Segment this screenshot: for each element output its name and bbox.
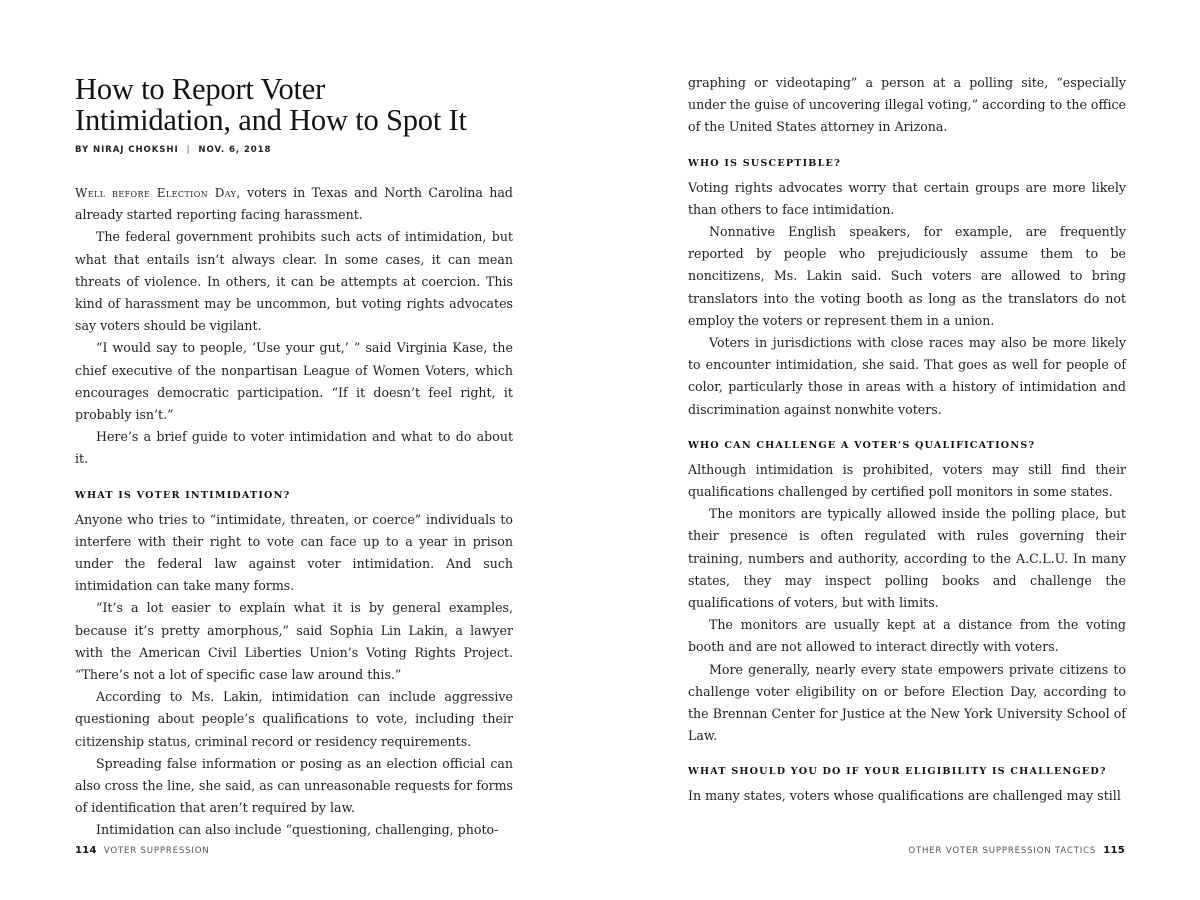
section-heading: WHAT IS VOTER INTIMIDATION? — [75, 489, 291, 501]
paragraph: Although intimidation is prohibited, voters may still find their qualifications challenged by certified poll monitors in some states. — [688, 461, 1126, 500]
paragraph: More generally, nearly every state empowers private citizens to challenge voter eligibility on or before Election Day, according to the Brennan Center for Justice at the New York University School of Law. — [688, 661, 1126, 744]
paragraph: Voters in jurisdictions with close races may also be more likely to encounter intimidation, she said. That goes as well for people of color, particularly those in areas with a history of intimidation and discrimination against nonwhite voters. — [688, 335, 1126, 417]
paragraph — [75, 182, 513, 226]
article-title — [75, 74, 535, 136]
paragraph: According to Ms. Lakin, intimidation can include aggressive questioning about people’s qualifications to vote, including their citizenship status, criminal record or residency requirements. — [75, 689, 513, 749]
paragraph: Nonnative English speakers, for example, are frequently reported by people who prejudiciously assume them to be noncitizens, Ms. Lakin said. Such voters are allowed to bring translators into the voting booth as long as the translators do not employ the voters or represent them in a union. — [688, 224, 1126, 328]
paragraph: The monitors are usually kept at a distance from the voting booth and are not allowed to interact directly with voters. — [688, 617, 1126, 655]
page-number: 115 — [1103, 845, 1125, 856]
paragraph: In many states, voters whose qualifications are challenged may still — [688, 788, 1121, 804]
byline-author: BY NIRAJ CHOKSHI — [75, 145, 179, 155]
byline-date: NOV. 6, 2018 — [198, 145, 272, 155]
byline-separator: | — [186, 145, 191, 155]
paragraph: Voting rights advocates worry that certain groups are more likely than others to face intimidation. — [688, 179, 1126, 217]
paragraph: The federal government prohibits such acts of intimidation, but what that entails isn’t always clear. In some cases, it can mean threats of violence. In others, it can be attempts at coercion. This kind of harassment may be uncommon, but voting rights advocates say voters should be vigilant. — [75, 229, 513, 334]
paragraph: “I would say to people, ‘Use your gut,’ ” said Virginia Kase, the chief executive of the nonpartisan League of Women Voters, which encourages democratic participation. “If it doesn’t feel right, it probably isn’t.” — [75, 340, 513, 423]
byline — [75, 145, 271, 155]
paragraph: graphing or videotaping” a person at a polling site, “especially under the guise of uncovering illegal voting,” according to the office of the United States attorney in Arizona. — [688, 75, 1126, 135]
section-heading: WHO IS SUSCEPTIBLE? — [688, 157, 841, 169]
section-heading: WHAT SHOULD YOU DO IF YOUR ELIGIBILITY IS CHALLENGED? — [688, 766, 1107, 778]
right-body-text — [688, 72, 1126, 808]
left-folio — [75, 845, 209, 856]
lead-in: Well before Election Day, — [75, 186, 241, 200]
right-folio — [908, 845, 1125, 856]
section-heading: WHO CAN CHALLENGE A VOTER’S QUALIFICATIONS? — [688, 439, 1036, 451]
paragraph: Intimidation can also include “questioning, challenging, photo- — [96, 822, 499, 838]
paragraph-text: voters in Texas and North Carolina had already started reporting facing harassment. — [75, 185, 513, 223]
paragraph: “It’s a lot easier to explain what it is by general examples, because it’s pretty amorphous,” said Sophia Lin Lakin, a lawyer with the American Civil Liberties Union’s Voting Rights Project. “There’s not a lot of specific case law around this.” — [75, 600, 513, 683]
paragraph: Spreading false information or posing as an election official can also cross the line, she said, as can unreasonable requests for forms of identification that aren’t required by law. — [75, 755, 513, 816]
left-body-text — [75, 182, 513, 842]
paragraph: Here’s a brief guide to voter intimidation and what to do about it. — [75, 429, 513, 467]
running-head: OTHER VOTER SUPPRESSION TACTICS — [908, 846, 1097, 856]
title-line-2: Intimidation, and How to Spot It — [75, 103, 467, 137]
paragraph: The monitors are typically allowed inside the polling place, but their presence is often regulated with rules governing their training, numbers and authority, according to the A.C.L.U. In many states, they may inspect polling books and challenge the qualifications of voters, but with limits. — [688, 506, 1126, 611]
paragraph: Anyone who tries to “intimidate, threaten, or coerce” individuals to interfere with their right to vote can face up to a year in prison under the federal law against voter intimidation. And such intimidation can take many forms. — [75, 511, 513, 594]
running-head: VOTER SUPPRESSION — [103, 846, 210, 856]
title-line-1: How to Report Voter — [75, 72, 326, 106]
page-number: 114 — [75, 845, 97, 856]
